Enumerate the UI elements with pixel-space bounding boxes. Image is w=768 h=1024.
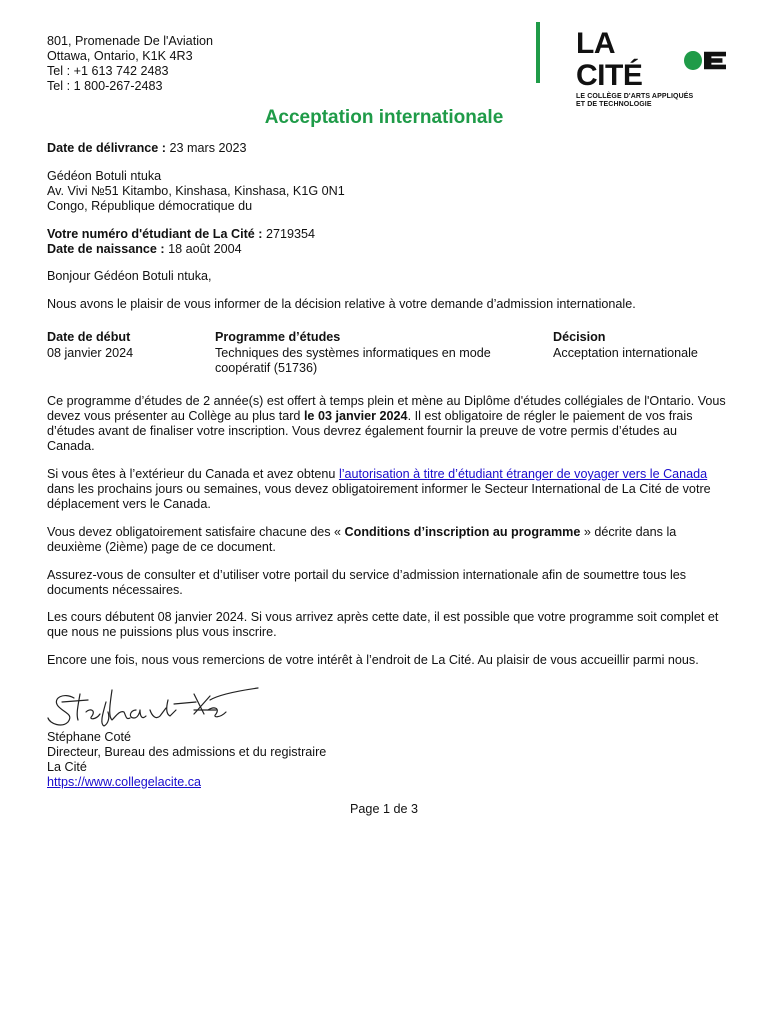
sender-address-line1: 801, Promenade De l'Aviation [47, 34, 213, 48]
conditions-paragraph [47, 525, 727, 555]
signatory-role: Directeur, Bureau des admissions et du registraire [47, 745, 327, 759]
table-cell-decision: Acceptation internationale [553, 346, 698, 360]
header-divider [536, 22, 540, 83]
table-cell-start-date: 08 janvier 2024 [47, 346, 134, 360]
recipient-name: Gédéon Botuli ntuka [47, 169, 162, 183]
closing-paragraph: Encore une fois, nous vous remercions de votre intérêt à l’endroit de La Cité. Au plaisir de vous accueillir parmi nous. [47, 653, 699, 667]
recipient-block [47, 169, 727, 214]
student-number-label: Votre numéro d'étudiant de La Cité : [47, 227, 263, 241]
logo-wordmark: LA CITÉ [576, 27, 643, 92]
travel-paragraph-text-b: dans les prochains jours ou semaines, vous devez obligatoirement informer le Secteur International de La Cité de votre déplacement vers le Canada. [47, 482, 711, 511]
page-number: Page 1 de 3 [350, 802, 418, 816]
program-paragraph-text-a: Ce programme d’études de 2 année(s) est offert à temps plein et mène au Diplôme d'études collégiales de l'Ontario. Vous devez vous présenter au Collège au plus tard [47, 394, 726, 423]
table-header-start-date: Date de début [47, 330, 131, 344]
recipient-address-line2: Congo, République démocratique du [47, 199, 253, 213]
sender-phone1: Tel : +1 613 742 2483 [47, 64, 169, 78]
conditions-paragraph-text-b: » décrite dans la deuxième (2ième) page de ce document. [47, 525, 677, 554]
greeting: Bonjour Gédéon Botuli ntuka, [47, 269, 212, 283]
travel-paragraph [47, 467, 727, 512]
logo-subtitle-line1: LE COLLÈGE D'ARTS APPLIQUÉS [576, 93, 694, 100]
travel-paragraph-text-a: Si vous êtes à l’extérieur du Canada et avez obtenu [47, 467, 339, 481]
logo-subtitle-line2: ET DE TECHNOLOGIE [576, 101, 652, 108]
la-cite-logo [576, 28, 726, 109]
sender-address [47, 34, 213, 94]
issue-date-value: 23 mars 2023 [166, 141, 247, 155]
college-website-link[interactable]: https://www.collegelacite.ca [47, 775, 201, 789]
table-cell-program: Techniques des systèmes informatiques en mode coopératif (51736) [215, 346, 491, 375]
birth-date-label: Date de naissance : [47, 242, 165, 256]
signatory-name: Stéphane Coté [47, 730, 132, 744]
intro-paragraph: Nous avons le plaisir de vous informer de la décision relative à votre demande d’admission internationale. [47, 297, 636, 311]
recipient-address-line1: Av. Vivi №51 Kitambo, Kinshasa, Kinshasa, K1G 0N1 [47, 184, 345, 198]
student-info [47, 227, 727, 257]
signatory-org: La Cité [47, 760, 87, 774]
document-title: Acceptation internationale [264, 107, 504, 128]
signatory-block [47, 730, 727, 790]
birth-date-value: 18 août 2004 [164, 242, 242, 256]
table-header-program: Programme d’études [215, 330, 341, 344]
student-number-value: 2719354 [262, 227, 316, 241]
sender-phone2: Tel : 1 800-267-2483 [47, 79, 163, 93]
table-header-decision: Décision [553, 330, 606, 344]
travel-authorization-link[interactable]: l’autorisation à titre d’étudiant étranger de voyager vers le Canada [338, 467, 708, 481]
program-deadline: le 03 janvier 2024 [303, 409, 408, 423]
issue-date-label: Date de délivrance : [47, 141, 166, 155]
handwritten-signature [44, 680, 264, 730]
issue-date [47, 141, 727, 156]
courses-paragraph: Les cours débutent 08 janvier 2024. Si vous arrivez après cette date, il est possible que votre programme soit complet et que nous ne puissions plus vous inscrire. [47, 610, 719, 639]
program-paragraph [47, 394, 727, 454]
conditions-title: Conditions d’inscription au programme [344, 525, 581, 539]
sender-address-line2: Ottawa, Ontario, K1K 4R3 [47, 49, 193, 63]
portal-paragraph: Assurez-vous de consulter et d’utiliser votre portail du service d’admission internationale afin de soumettre tous les documents nécessaires. [47, 568, 687, 597]
logo-mark-icon [704, 51, 726, 70]
program-paragraph-text-b: . Il est obligatoire de régler le paiement de vos frais d’études avant de finaliser votre inscription. Vous devrez également fournir la preuve de votre permis d’études au Canada. [47, 409, 693, 453]
conditions-paragraph-text-a: Vous devez obligatoirement satisfaire chacune des « [47, 525, 345, 539]
logo-dot-icon [684, 51, 702, 70]
